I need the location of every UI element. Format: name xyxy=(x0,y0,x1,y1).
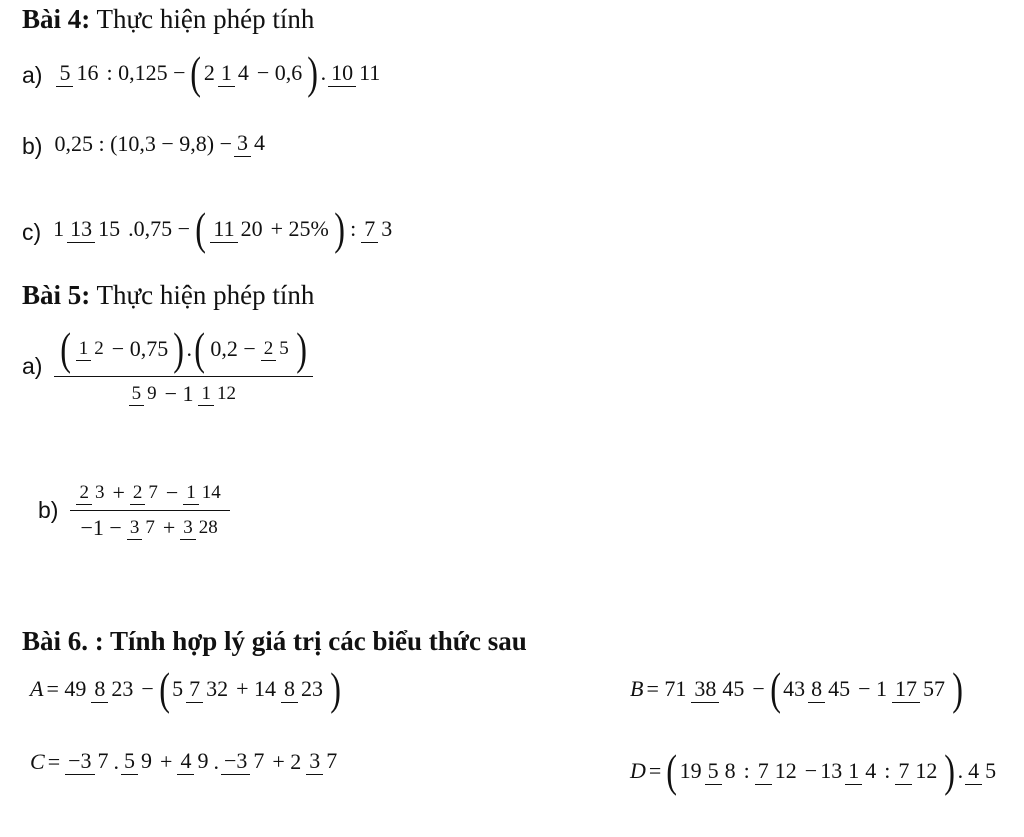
num: 2 xyxy=(76,483,92,505)
bai5-a-denominator xyxy=(127,377,241,407)
den: 2 xyxy=(94,338,104,359)
bai5-b-expr xyxy=(70,480,229,541)
op: − xyxy=(165,480,179,505)
paren-close: ) xyxy=(296,323,307,374)
num: 3 xyxy=(234,132,251,157)
bai4-a-expr xyxy=(54,47,385,98)
op: + xyxy=(112,480,125,505)
expr-text: 0,25 : (10,3 − 9,8) − xyxy=(54,130,233,156)
paren-open: ( xyxy=(194,323,206,374)
paren-open: ( xyxy=(190,47,202,98)
den: 7 xyxy=(148,482,158,503)
op: + 2 xyxy=(272,748,302,774)
num: 38 xyxy=(691,678,719,703)
den: 57 xyxy=(923,675,946,701)
op: + 14 xyxy=(236,676,277,701)
bai5-a xyxy=(22,323,313,407)
paren-close: ) xyxy=(330,663,342,714)
paren-close: ) xyxy=(307,47,319,98)
num: 1 xyxy=(198,384,214,406)
dot: . xyxy=(186,336,193,361)
num: 5 xyxy=(705,760,722,785)
bai5-heading xyxy=(22,280,314,311)
den: 28 xyxy=(198,517,218,538)
paren-close: ) xyxy=(173,323,185,374)
expr-C xyxy=(30,748,342,775)
bai6-D xyxy=(630,745,1001,796)
num: 7 xyxy=(895,760,912,785)
den: 23 xyxy=(301,675,324,701)
bai4-title-rest: Thực hiện phép tính xyxy=(90,4,315,34)
bai4-a xyxy=(22,47,385,98)
var-D: D xyxy=(630,758,646,783)
num: 7 xyxy=(755,760,772,785)
bai5-title-bold: Bài 5: xyxy=(22,280,91,310)
bai4-c-label: c) xyxy=(22,218,42,245)
num: 5 xyxy=(129,384,145,406)
paren-open: ( xyxy=(770,663,781,714)
den: 11 xyxy=(359,59,381,85)
num: 1 xyxy=(183,483,199,505)
paren-close: ) xyxy=(944,745,956,796)
den: 3 xyxy=(381,215,393,241)
den: 9 xyxy=(147,383,157,404)
bai5-a-numerator xyxy=(54,323,313,377)
den: 8 xyxy=(724,757,736,783)
bai4-c-expr xyxy=(53,203,397,254)
op: −1 − xyxy=(80,515,122,540)
bai4-a-label: a) xyxy=(22,62,43,89)
den: 12 xyxy=(915,757,938,783)
num: 1 xyxy=(218,62,235,87)
paren-close: ) xyxy=(334,203,345,254)
num: 11 xyxy=(210,218,237,243)
num: 2 xyxy=(261,339,277,361)
op: + 25% xyxy=(270,216,329,241)
paren-open: ( xyxy=(195,203,207,254)
mixed-int: 5 xyxy=(172,676,184,701)
den: 9 xyxy=(197,748,209,773)
den: 20 xyxy=(240,215,263,241)
op: : xyxy=(350,216,357,241)
bai5-title-rest: Thực hiện phép tính xyxy=(90,280,315,310)
num: 10 xyxy=(328,62,356,87)
paren-open: ( xyxy=(159,663,170,714)
den: 45 xyxy=(722,675,745,701)
bai4-b-label: b) xyxy=(22,133,43,160)
bai4-c xyxy=(22,203,397,254)
mixed-int: 13 xyxy=(820,758,843,783)
paren-open: ( xyxy=(666,745,678,796)
num: 13 xyxy=(67,218,95,243)
dot: . xyxy=(213,748,219,774)
den: 3 xyxy=(94,482,105,503)
op: + xyxy=(160,748,173,774)
op: − xyxy=(141,676,154,701)
dot: . xyxy=(113,748,120,774)
op: − 0,75 xyxy=(111,336,169,361)
op: = xyxy=(648,758,662,783)
den: 12 xyxy=(216,383,236,404)
mixed-int: 2 xyxy=(203,60,215,85)
den: 15 xyxy=(98,215,121,241)
op: = 49 xyxy=(46,676,87,701)
op: − xyxy=(752,676,765,701)
op: − 1 xyxy=(858,676,888,701)
num: 3 xyxy=(306,750,323,775)
op: : xyxy=(743,758,750,783)
den: 7 xyxy=(326,748,338,773)
var-B: B xyxy=(630,676,644,701)
den: 45 xyxy=(828,675,851,701)
num: −3 xyxy=(221,750,250,775)
num: 4 xyxy=(965,760,982,785)
op: − 1 xyxy=(164,381,194,406)
num: 1 xyxy=(845,760,862,785)
num: 17 xyxy=(892,678,920,703)
op: .0,75 − xyxy=(128,216,191,241)
bai4-b xyxy=(22,130,270,160)
op: − 0,6 xyxy=(256,60,303,85)
expr-A xyxy=(30,663,343,714)
expr-B xyxy=(630,663,965,714)
expr-D xyxy=(630,745,1001,796)
bai5-a-expr xyxy=(54,323,313,407)
mixed-int: 43 xyxy=(783,676,806,701)
bai4-title-bold: Bài 4: xyxy=(22,4,91,34)
den: 9 xyxy=(141,748,153,773)
bai5-b-label: b) xyxy=(38,497,59,523)
num: 1 xyxy=(76,339,92,361)
den: 23 xyxy=(111,675,134,701)
num: 4 xyxy=(177,750,194,775)
den: 16 xyxy=(76,59,99,85)
den: 4 xyxy=(865,757,877,783)
op: : xyxy=(884,758,891,783)
num: 5 xyxy=(56,62,73,87)
var-C: C xyxy=(30,748,45,774)
den: 4 xyxy=(254,130,266,155)
bai6-A xyxy=(30,663,343,714)
den: 12 xyxy=(774,757,797,783)
bai5-b-numerator xyxy=(70,480,229,511)
dot: . xyxy=(320,60,327,85)
op: = xyxy=(47,748,61,774)
den: 7 xyxy=(253,748,265,773)
den: 7 xyxy=(145,517,155,538)
paren-close: ) xyxy=(952,663,964,714)
bai4-b-expr xyxy=(54,130,270,157)
op: : 0,125 − xyxy=(106,60,186,85)
bai5-b xyxy=(38,480,230,541)
den: 4 xyxy=(237,59,249,85)
op: − xyxy=(804,758,818,783)
den: 5 xyxy=(985,757,997,783)
den: 5 xyxy=(279,338,289,359)
num: −3 xyxy=(65,750,94,775)
var-A: A xyxy=(30,676,44,701)
bai6-heading: Bài 6. : Tính hợp lý giá trị các biểu thức sau xyxy=(22,626,527,656)
num: 8 xyxy=(91,678,108,703)
mixed-int: 19 xyxy=(679,758,702,783)
bai5-a-label: a) xyxy=(22,353,43,379)
den: 7 xyxy=(97,748,109,773)
op: 0,2 − xyxy=(210,336,256,361)
num: 8 xyxy=(281,678,298,703)
op: + xyxy=(162,515,176,540)
den: 14 xyxy=(201,482,221,503)
den: 32 xyxy=(206,675,229,701)
num: 2 xyxy=(130,483,146,505)
num: 3 xyxy=(127,518,143,540)
bai4-heading xyxy=(22,4,314,35)
dot: . xyxy=(957,758,964,783)
bai5-b-denominator xyxy=(78,511,223,541)
paren-open: ( xyxy=(60,323,72,374)
num: 3 xyxy=(180,518,196,540)
num: 5 xyxy=(121,750,138,775)
num: 7 xyxy=(186,678,203,703)
op: = 71 xyxy=(646,676,687,701)
mixed-int: 1 xyxy=(53,216,65,241)
bai6-C xyxy=(30,748,342,775)
num: 8 xyxy=(808,678,825,703)
num: 7 xyxy=(361,218,378,243)
bai6-B xyxy=(630,663,965,714)
